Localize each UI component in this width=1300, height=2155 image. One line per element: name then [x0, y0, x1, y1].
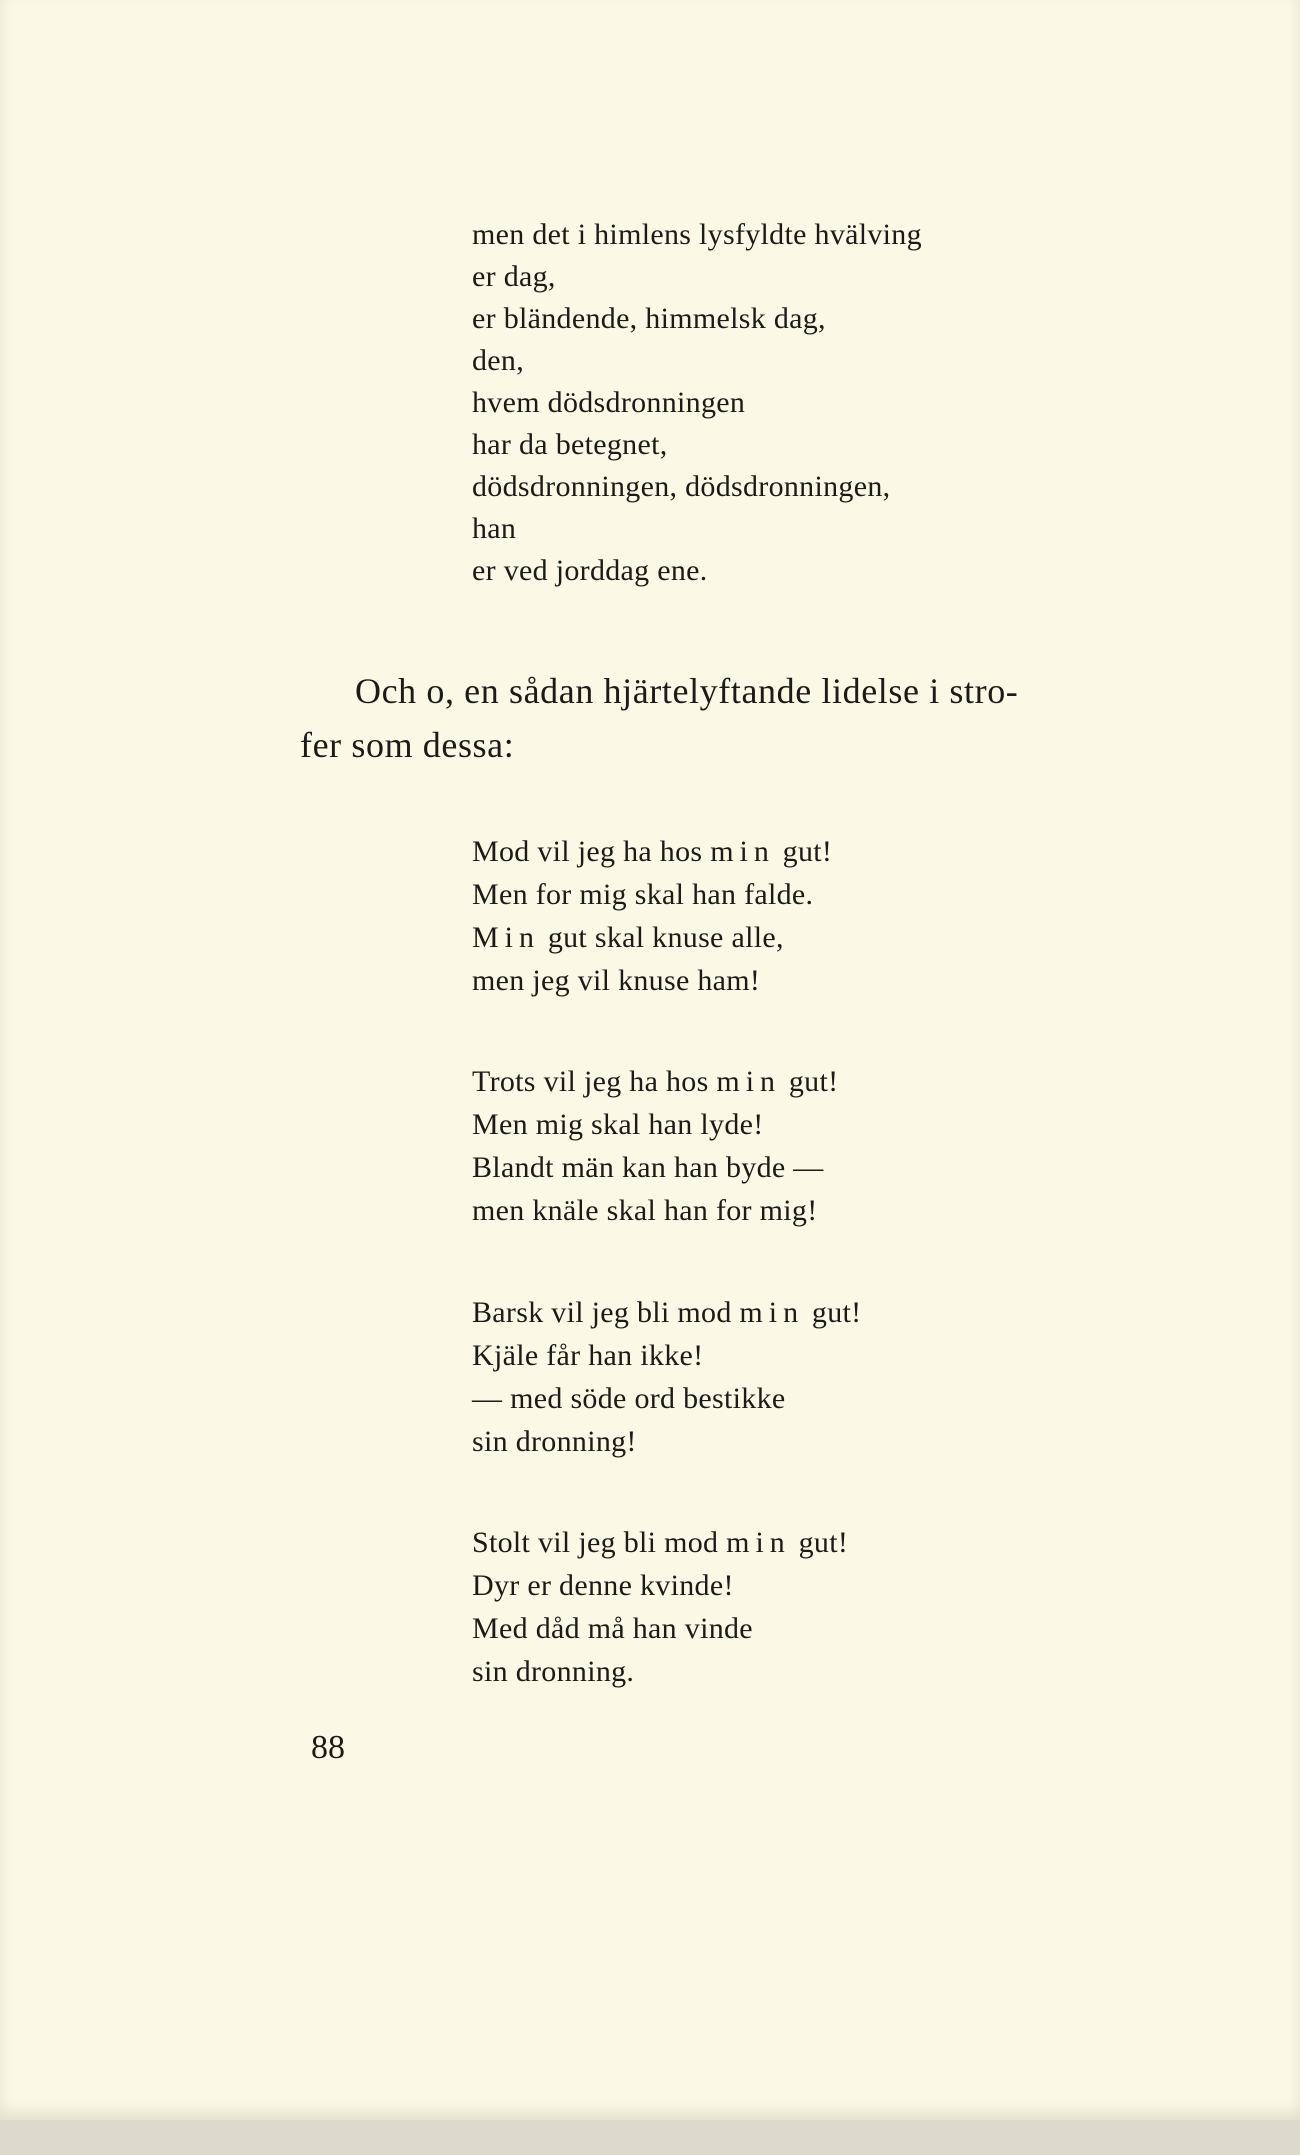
stanza-line: Barsk vil jeg bli mod min gut!: [472, 1296, 862, 1329]
stanza-4: [472, 1521, 848, 1693]
emphasized-word: min: [716, 1065, 782, 1098]
emphasized-word: min: [739, 1296, 805, 1329]
poem-line: den,: [472, 344, 525, 377]
emphasized-word: min: [710, 835, 775, 868]
emphasized-word: Min: [472, 921, 541, 954]
stanza-line: Men for mig skal han falde.: [472, 878, 814, 911]
stanza-line: Mod vil jeg ha hos min gut!: [472, 835, 833, 868]
stanza-1: [472, 830, 832, 1002]
page-number: 88: [311, 1729, 345, 1766]
prose-paragraph: [300, 664, 1180, 772]
stanza-line: Stolt vil jeg bli mod min gut!: [472, 1526, 849, 1559]
stanza-3: [472, 1291, 861, 1463]
stanza-line: sin dronning.: [472, 1655, 635, 1688]
scan-edge: [0, 2120, 1300, 2155]
poem-line: hvem dödsdronningen: [472, 386, 746, 419]
poem-line: er bländende, himmelsk dag,: [472, 302, 826, 335]
stanza-line: Men mig skal han lyde!: [472, 1108, 764, 1141]
stanza-line: — med söde ord bestikke: [472, 1382, 786, 1415]
poem-line: er ved jorddag ene.: [472, 554, 708, 587]
stanza-line: Min gut skal knuse alle,: [472, 921, 784, 954]
stanza-line: Kjäle får han ikke!: [472, 1339, 704, 1372]
poem-intro: [472, 214, 922, 592]
poem-line: dödsdronningen, dödsdronningen,: [472, 470, 891, 503]
prose-line: Och o, en sådan hjärtelyftande lidelse i stro-: [355, 671, 1019, 711]
poem-line: har da betegnet,: [472, 428, 668, 461]
stanza-line: men knäle skal han for mig!: [472, 1194, 818, 1227]
stanza-line: Blandt män kan han byde —: [472, 1151, 824, 1184]
stanza-line: Dyr er denne kvinde!: [472, 1569, 734, 1602]
stanza-2: [472, 1060, 838, 1232]
stanza-line: sin dronning!: [472, 1425, 637, 1458]
stanza-line: men jeg vil knuse ham!: [472, 964, 761, 997]
stanza-line: Trots vil jeg ha hos min gut!: [472, 1065, 839, 1098]
emphasized-word: min: [726, 1526, 791, 1559]
stanza-line: Med dåd må han vinde: [472, 1612, 753, 1645]
poem-line: han: [472, 512, 517, 545]
poem-line: men det i himlens lysfyldte hvälving: [472, 218, 922, 251]
prose-line: fer som dessa:: [300, 725, 515, 765]
poem-line: er dag,: [472, 260, 556, 293]
